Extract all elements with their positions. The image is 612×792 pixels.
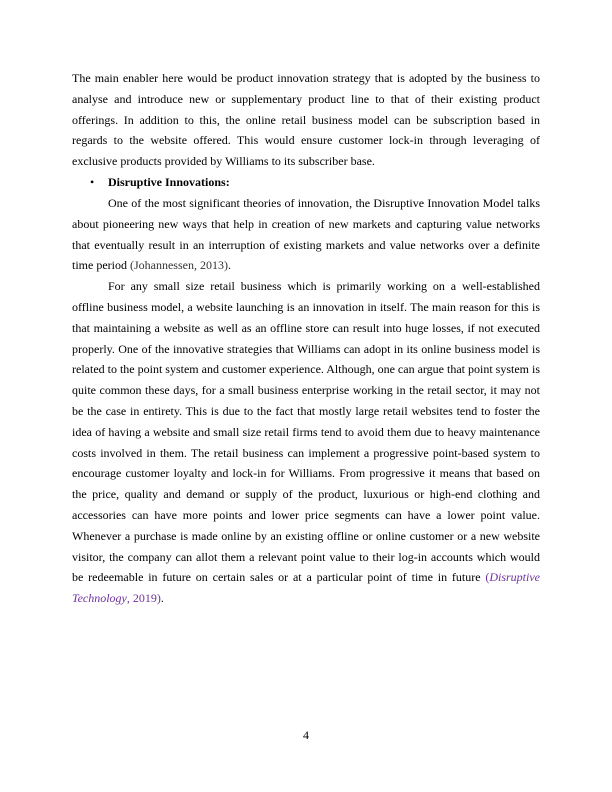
bullet-icon: • xyxy=(90,174,95,189)
paragraph-end: . xyxy=(160,591,164,606)
citation: (Johannessen, 2013) xyxy=(129,258,228,273)
paragraph-text: For any small size retail business which is primarily working on a well-established offline business model, a website launching is an innovation in itself. The main reason for this is that maintaining a website as well as an offline store can result into huge losses, if not executed properly. One of the innovative strategies that Williams can adopt in its online business model is related to the point system and customer experience. Although, one can argue that point system is quite common these days, for a small business enterprise working in the retail sector, it may not be the case in entirety. This is due to the fact that mostly large retail websites tend to foster the idea of having a website and small size retail firms tend to avoid them due to heavy maintenance costs involved in them. The retail business can implement a progressive point-based system to encourage customer loyalty and lock-in for Williams. From progressive it means that based on the price, quality and demand or supply of the product, luxurious or high-end clothing and accessories can have more points and lower price segments can have a lower point value. Whenever a purchase is made online by an existing offline or online customer or a new website visitor, the company can allot them a relevant point value to their log-in accounts which would be redeemable in future on certain sales or at a particular point of time in future xyxy=(72,279,540,585)
paragraph-end: . xyxy=(227,258,231,273)
document-body xyxy=(72,68,540,609)
citation-open: ( xyxy=(485,570,490,585)
paragraph-text: One of the most significant theories of innovation, the Disruptive Innovation Model talks about pioneering new ways that help in creation of new markets and capturing value networks that eventually result in an interruption of existing markets and value networks over a definite time period xyxy=(72,195,540,273)
paragraph-point-system xyxy=(72,276,540,609)
paragraph-disruptive-model xyxy=(72,193,540,276)
page-number: 4 xyxy=(303,728,309,742)
bullet-heading xyxy=(72,172,540,193)
section-heading: Disruptive Innovations: xyxy=(108,174,230,189)
paragraph-product-innovation: The main enabler here would be product innovation strategy that is adopted by the business to analyse and introduce new or supplementary product line to that of their existing product offerings. In addition to this, the online retail business model can be subscription based in regards to the website offered. This would ensure customer lock-in through leveraging of exclusive products provided by Williams to its subscriber base. xyxy=(72,71,540,169)
citation-year: , 2019) xyxy=(126,591,161,606)
citation-title: Disruptive Technology xyxy=(72,570,540,606)
